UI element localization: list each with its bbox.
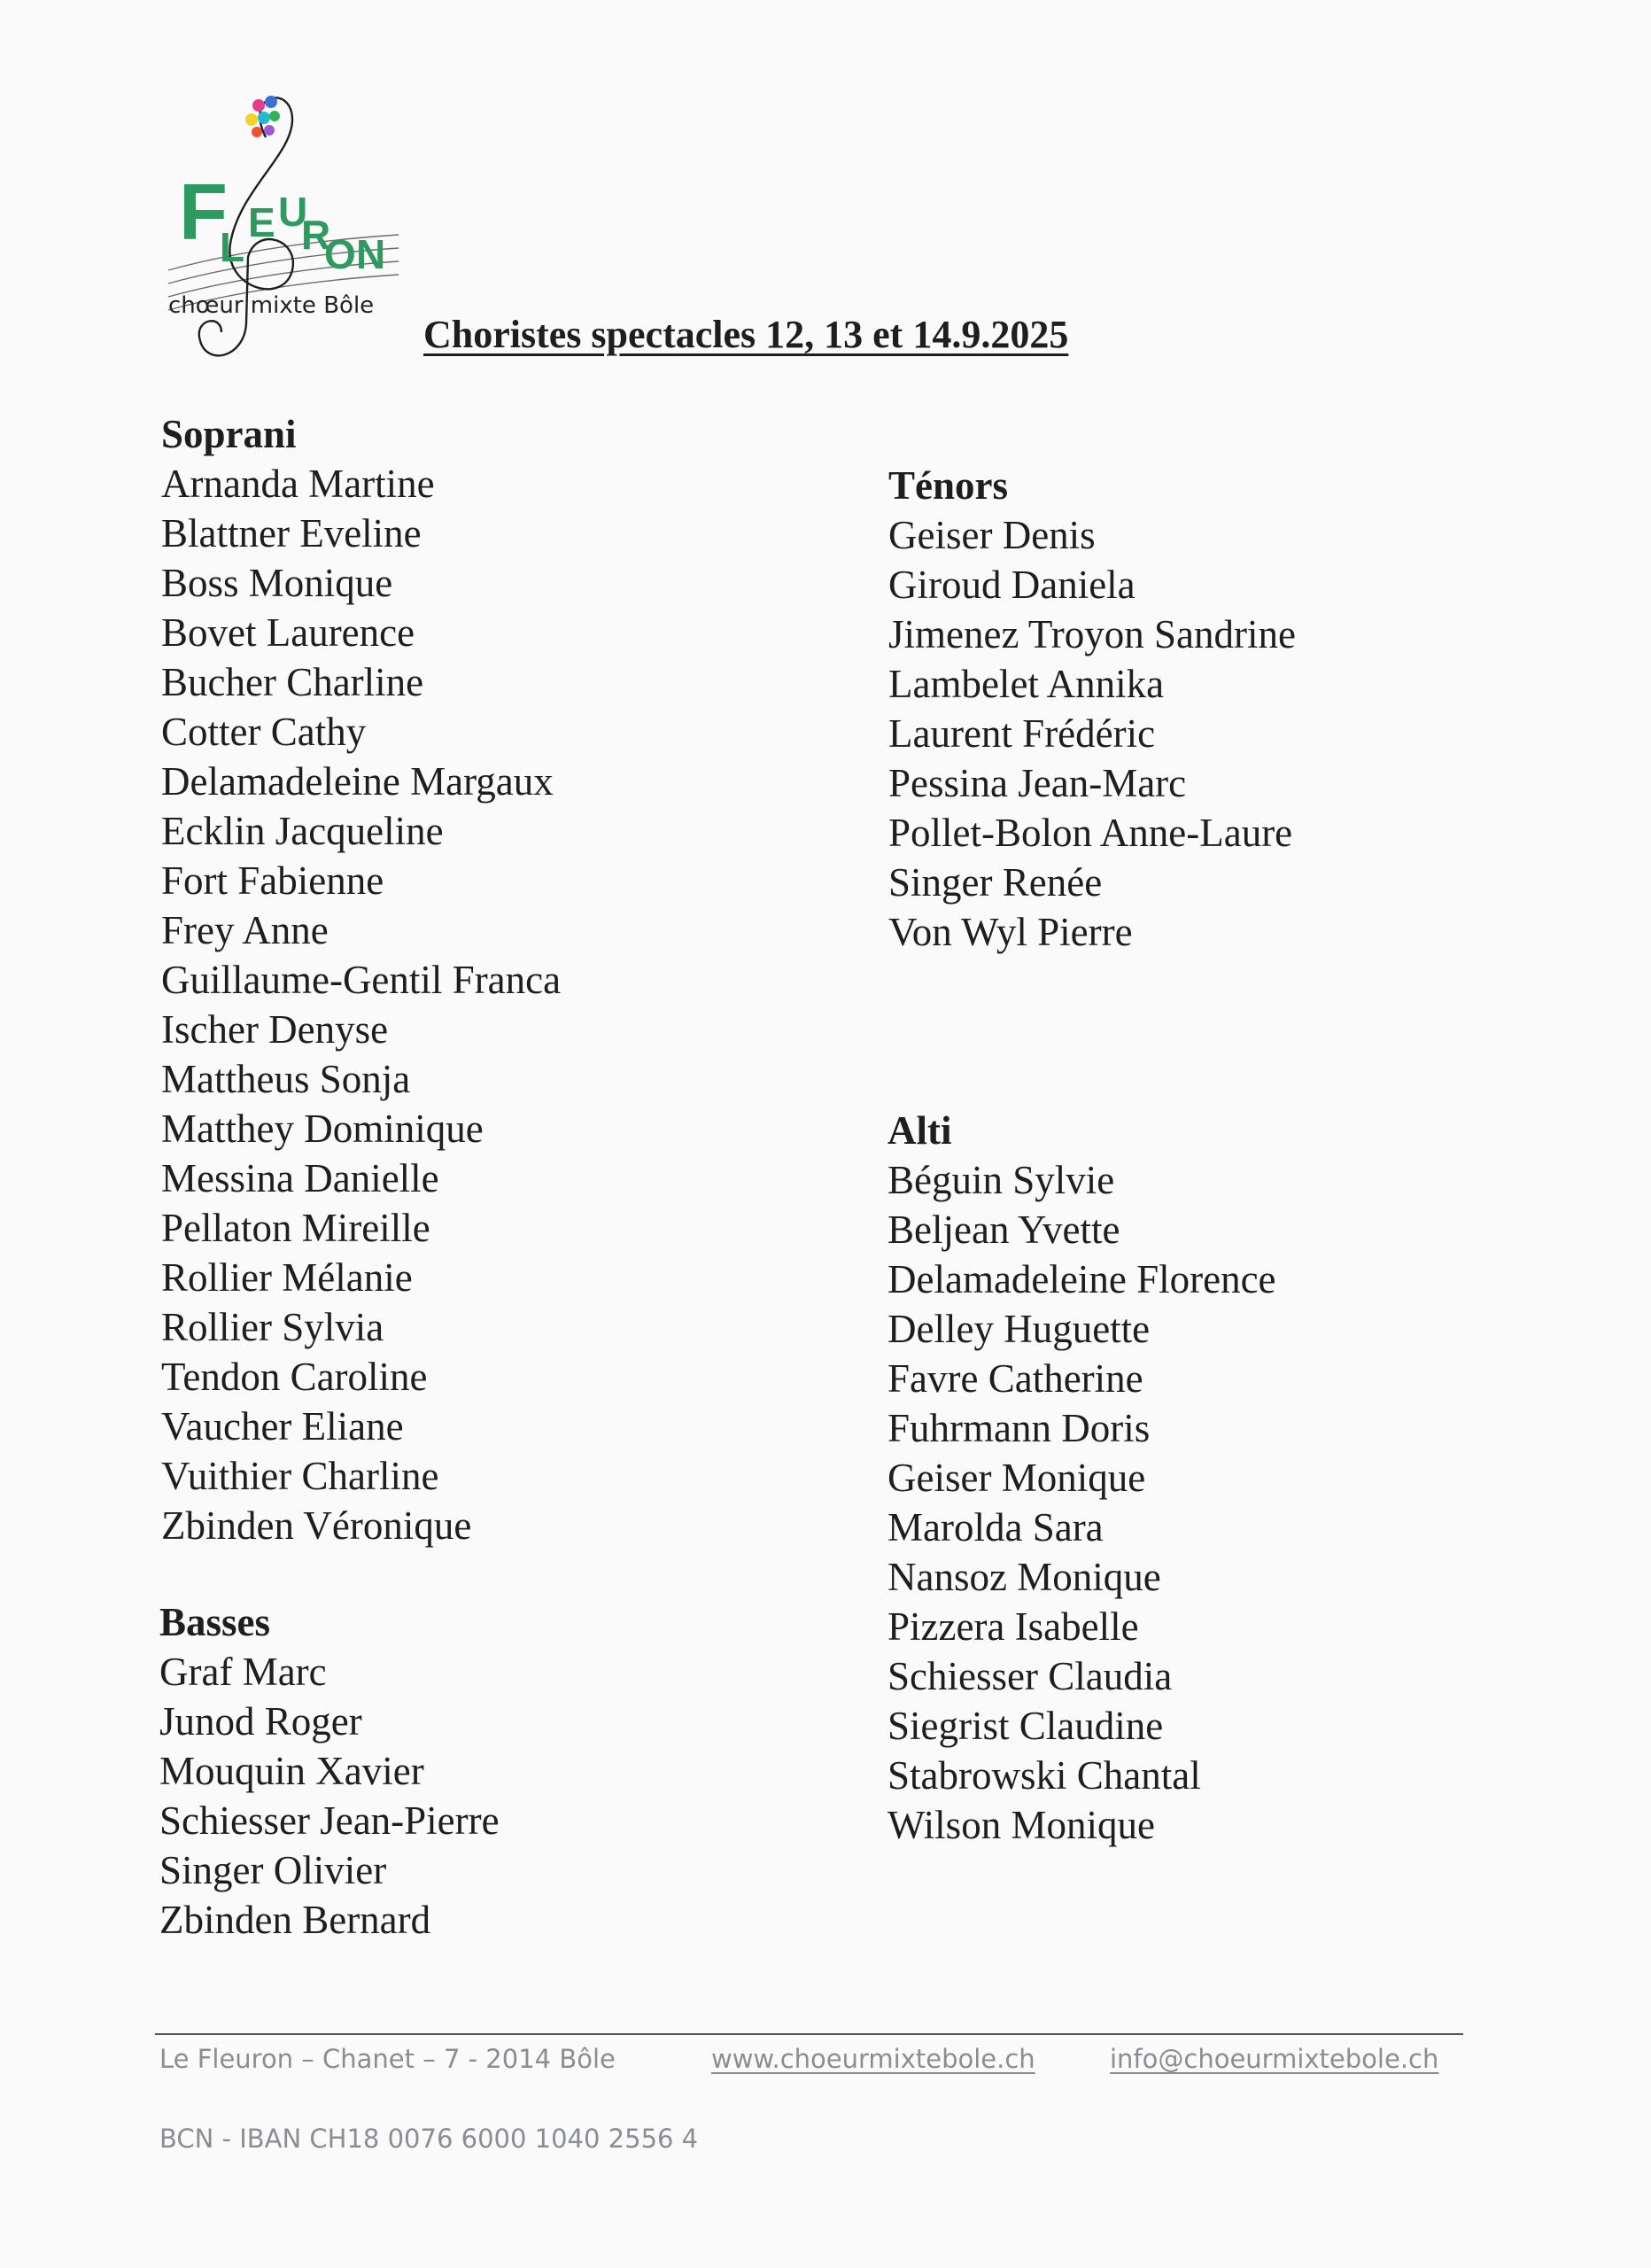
member-name: Wilson Monique <box>888 1803 1155 1847</box>
member-name: Boss Monique <box>161 561 393 605</box>
member-name: Guillaume-Gentil Franca <box>161 958 562 1002</box>
section-heading-soprani: Soprani <box>161 412 297 456</box>
member-name: Cotter Cathy <box>161 710 367 754</box>
member-name: Jimenez Troyon Sandrine <box>888 612 1296 656</box>
svg-text:R: R <box>301 212 331 258</box>
member-name: Bucher Charline <box>161 660 424 704</box>
member-name: Vaucher Eliane <box>161 1404 404 1449</box>
member-name: Ecklin Jacqueline <box>161 809 444 853</box>
member-name: Beljean Yvette <box>888 1208 1120 1252</box>
member-name: Giroud Daniela <box>888 563 1136 607</box>
member-name: Bovet Laurence <box>161 610 415 655</box>
member-list-tenors <box>888 510 1296 957</box>
member-name: Mattheus Sonja <box>161 1057 411 1101</box>
member-name: Zbinden Véronique <box>161 1503 472 1548</box>
footer-website-link[interactable]: www.choeurmixtebole.ch <box>711 2044 1035 2074</box>
member-name: Siegrist Claudine <box>888 1704 1164 1748</box>
member-name: Delamadeleine Margaux <box>161 759 554 804</box>
member-name: Von Wyl Pierre <box>888 910 1133 954</box>
member-name: Laurent Frédéric <box>888 711 1156 756</box>
member-name: Vuithier Charline <box>161 1454 439 1498</box>
svg-text:F: F <box>179 168 228 257</box>
member-list-soprani <box>161 459 561 1550</box>
section-tenors <box>888 461 1296 957</box>
member-name: Delley Huguette <box>888 1307 1151 1351</box>
footer-divider <box>155 2033 1463 2035</box>
member-name: Fuhrmann Doris <box>888 1406 1151 1450</box>
section-heading-alti: Alti <box>888 1108 952 1153</box>
member-name: Marolda Sara <box>888 1505 1104 1550</box>
member-list-alti <box>888 1155 1276 1850</box>
member-name: Geiser Monique <box>888 1456 1146 1500</box>
member-name: Mouquin Xavier <box>159 1749 424 1793</box>
svg-text:U: U <box>278 189 308 235</box>
member-name: Blattner Eveline <box>161 511 422 555</box>
svg-text:O: O <box>324 231 356 277</box>
member-name: Messina Danielle <box>161 1156 439 1200</box>
member-name: Singer Renée <box>888 860 1103 905</box>
member-name: Schiesser Jean-Pierre <box>159 1798 500 1843</box>
member-name: Pellaton Mireille <box>161 1206 430 1250</box>
member-list-basses <box>159 1647 500 1945</box>
member-name: Schiesser Claudia <box>888 1654 1173 1698</box>
section-heading-basses: Basses <box>159 1600 271 1644</box>
footer-email-link[interactable]: info@choeurmixtebole.ch <box>1110 2044 1439 2074</box>
member-name: Zbinden Bernard <box>159 1898 431 1942</box>
svg-text:E: E <box>248 199 275 245</box>
member-name: Nansoz Monique <box>888 1555 1161 1599</box>
svg-text:L: L <box>220 224 245 270</box>
logo-subtitle: chœur mixte Bôle <box>168 292 375 319</box>
member-name: Graf Marc <box>159 1650 327 1694</box>
member-name: Tendon Caroline <box>161 1355 428 1399</box>
section-basses <box>159 1597 500 1945</box>
member-name: Pizzera Isabelle <box>888 1604 1139 1649</box>
member-name: Singer Olivier <box>159 1848 387 1892</box>
member-name: Rollier Sylvia <box>161 1305 384 1349</box>
member-name: Matthey Dominique <box>161 1107 484 1151</box>
footer-bank-details: BCN - IBAN CH18 0076 6000 1040 2556 4 <box>159 2124 699 2154</box>
member-name: Ischer Denyse <box>161 1007 389 1052</box>
footer-address: Le Fleuron – Chanet – 7 - 2014 Bôle <box>159 2044 616 2074</box>
member-name: Geiser Denis <box>888 513 1096 557</box>
member-name: Frey Anne <box>161 908 329 952</box>
member-name: Fort Fabienne <box>161 858 384 903</box>
member-name: Pessina Jean-Marc <box>888 761 1187 805</box>
document-title: Choristes spectacles 12, 13 et 14.9.2025 <box>423 313 1069 356</box>
member-name: Pollet-Bolon Anne-Laure <box>888 811 1293 855</box>
member-name: Delamadeleine Florence <box>888 1257 1276 1301</box>
member-name: Arnanda Martine <box>161 462 435 506</box>
member-name: Junod Roger <box>159 1699 362 1744</box>
section-soprani <box>161 409 561 1550</box>
fleuron-logo <box>159 84 407 385</box>
section-heading-tenors: Ténors <box>888 463 1008 508</box>
svg-text:N: N <box>356 231 386 277</box>
member-name: Lambelet Annika <box>888 662 1165 706</box>
member-name: Rollier Mélanie <box>161 1255 413 1300</box>
member-name: Stabrowski Chantal <box>888 1753 1201 1798</box>
section-alti <box>888 1106 1276 1850</box>
member-name: Béguin Sylvie <box>888 1158 1115 1202</box>
member-name: Favre Catherine <box>888 1356 1143 1401</box>
